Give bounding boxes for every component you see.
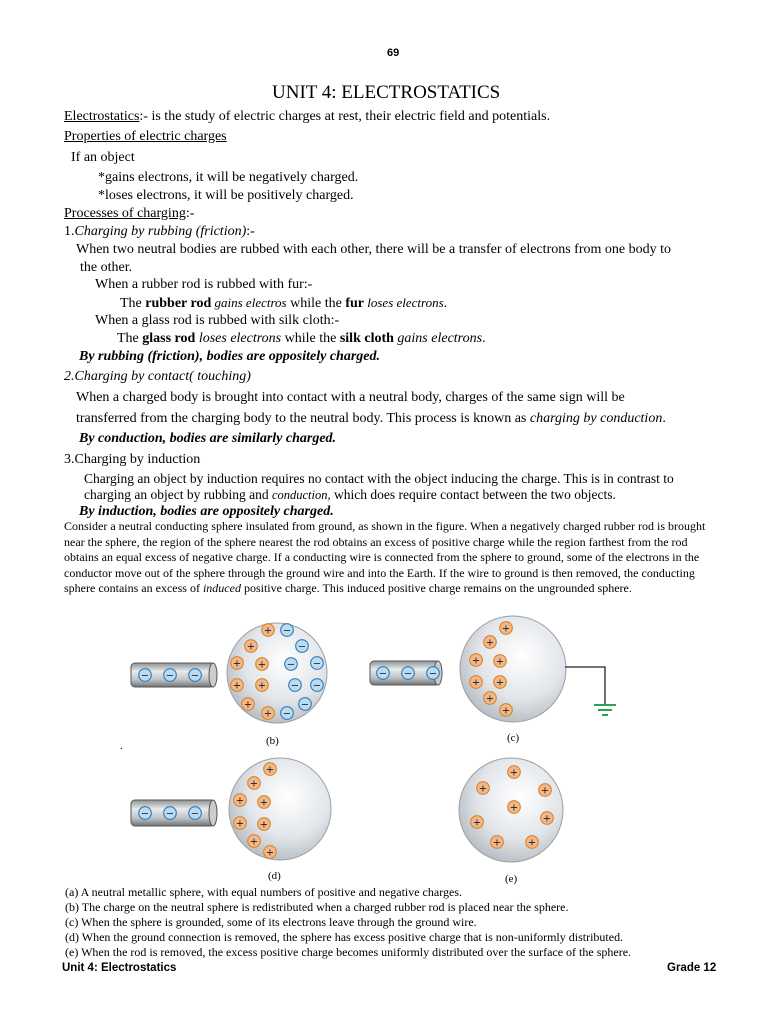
sphere-b-positive [231,679,244,692]
glass-loses: loses electrons [195,331,282,346]
induction-conclusion: By induction, bodies are oppositely charged. [79,504,334,519]
rubber-intro: When a rubber rod is rubbed with fur:- [95,277,313,292]
svg-text:+: + [257,680,267,692]
caption-a: (a) A neutral metallic sphere, with equal numbers of positive and negative charges. [65,885,462,899]
sphere-c-positive [500,622,513,635]
glass-rod-term: glass rod [142,331,196,346]
induction-line2-c: which does require contact between the two objects. [330,487,616,502]
rubbing-title [64,224,255,240]
sphere-c [460,616,566,722]
sphere-b-negative [289,679,302,692]
sphere-b-negative [281,624,294,637]
svg-text:−: − [312,680,322,692]
rod-end-b [209,663,217,687]
rubber-while: while the [286,296,346,311]
sphere-d-positive [234,817,247,830]
sphere-e-positive [508,766,521,779]
svg-text:−: − [282,625,292,637]
label-e: (e) [505,873,518,885]
definition-line [64,109,550,125]
svg-text:+: + [527,837,537,849]
sphere-b-negative [311,679,324,692]
processes-heading-suffix: :- [185,206,195,221]
sphere-c-positive [470,654,483,667]
sphere-c-positive [500,704,513,717]
ground-wire [565,667,605,705]
panel-b [131,623,327,723]
contact-line2 [76,411,666,427]
svg-text:+: + [501,623,511,635]
rubbing-title-suffix: :- [246,224,255,239]
rubbing-line2: the other. [80,260,133,275]
svg-text:−: − [190,670,200,682]
rod-electron-b [189,669,202,682]
sphere-b-negative [311,657,324,670]
svg-text:+: + [263,625,273,637]
rod-electron-c [427,667,440,680]
fur-term: fur [345,296,364,311]
paragraph-part1: Consider a neutral conducting sphere insulated from ground, as shown in the figure. When a negatively charged rubber rod is brought near the sphere, the region of the sphere nearest the rod obtains an excess of positive charge while the region farthest from the rod obtains an equal excess of negative charge. If a conducting wire is connected from the sphere to ground, some of the electrons in the conductor move out of the sphere through the ground wire and into the Earth. If the wire to ground is then removed, the conducting sphere contains an excess of [64,519,706,595]
sphere-e-positive [471,816,484,829]
panel-d [131,758,331,860]
svg-text:+: + [249,836,259,848]
silk-gains: gains electrons [393,331,483,346]
paragraph-induced: induced [202,581,241,595]
svg-text:+: + [257,659,267,671]
rubbing-conclusion: By rubbing (friction), bodies are oppositely charged. [79,349,380,364]
sphere-b-positive [256,679,269,692]
processes-heading-text: Processes of charging [64,206,186,221]
sphere-b-positive [262,624,275,637]
svg-text:−: − [290,680,300,692]
svg-text:+: + [471,655,481,667]
svg-text:+: + [232,680,242,692]
svg-text:−: − [403,668,413,680]
svg-text:+: + [259,819,269,831]
svg-text:−: − [286,659,296,671]
rod-electron-d [164,807,177,820]
contact-line2-b: charging by conduction [529,411,663,426]
rod-electron-b [164,669,177,682]
caption-b: (b) The charge on the neutral sphere is redistributed when a charged rubber rod is placed near the sphere. [65,900,569,914]
induction-figure [0,612,768,890]
definition-text: :- is the study of electric charges at rest, their electric field and potentials. [139,109,551,124]
sphere-b-positive [245,640,258,653]
svg-text:+: + [472,817,482,829]
induction-paragraph [64,519,724,597]
svg-text:+: + [259,797,269,809]
svg-text:−: − [140,808,150,820]
sphere-b-negative [285,658,298,671]
rod-end-d [209,800,217,826]
svg-text:−: − [300,699,310,711]
sphere-b-negative [281,707,294,720]
svg-text:+: + [509,802,519,814]
rubber-the: The [120,296,146,311]
sphere-b-negative [296,640,309,653]
label-b: (b) [266,735,279,747]
svg-text:+: + [478,783,488,795]
contact-line1: When a charged body is brought into contact with a neutral body, charges of the same sign will be [76,390,625,405]
sphere-b-positive [231,657,244,670]
svg-text:+: + [232,658,242,670]
svg-text:−: − [165,670,175,682]
sphere-d-positive [248,835,261,848]
sphere-c-positive [494,676,507,689]
svg-text:−: − [140,670,150,682]
sphere-d-positive [248,777,261,790]
svg-text:+: + [471,677,481,689]
svg-text:+: + [249,778,259,790]
glass-end: . [482,331,486,346]
rod-electron-c [377,667,390,680]
sphere-d-positive [258,818,271,831]
sphere-e-positive [541,812,554,825]
glass-line [117,331,486,347]
rubbing-title-text: Charging by rubbing (friction) [74,224,247,239]
svg-text:+: + [509,767,519,779]
sphere-e-positive [539,784,552,797]
sphere-b [227,623,327,723]
processes-heading [64,206,194,222]
rubbing-number: 1. [64,224,75,239]
glass-intro: When a glass rod is rubbed with silk cloth:- [95,313,340,328]
svg-text:+: + [243,699,253,711]
svg-text:+: + [485,637,495,649]
svg-text:+: + [485,693,495,705]
sphere-d [229,758,331,860]
contact-line2-a: transferred from the charging body to the neutral body. This process is known as [76,411,530,426]
paragraph-part3: positive charge. This induced positive charge remains on the ungrounded sphere. [240,581,632,595]
svg-text:−: − [297,641,307,653]
sphere-e-positive [526,836,539,849]
svg-text:−: − [378,668,388,680]
sphere-b-negative [299,698,312,711]
properties-intro: If an object [71,150,135,165]
svg-text:−: − [190,808,200,820]
svg-text:−: − [428,668,438,680]
sphere-e-positive [477,782,490,795]
svg-text:−: − [312,658,322,670]
footer-left: Unit 4: Electrostatics [62,962,177,974]
sphere-e-positive [491,836,504,849]
svg-text:+: + [265,847,275,859]
footer-right: Grade 12 [667,962,717,974]
sphere-c-positive [484,636,497,649]
caption-d: (d) When the ground connection is removed, the sphere has excess positive charge that is non-uniformly distributed. [65,930,624,944]
glass-the: The [117,331,143,346]
sphere-c-positive [484,692,497,705]
silk-term: silk cloth [339,331,394,346]
sphere-c-positive [470,676,483,689]
definition-term: Electrostatics [64,109,140,124]
rod-electron-c [402,667,415,680]
rubber-line [120,295,447,312]
rubber-rod-term: rubber rod [145,296,212,311]
svg-text:+: + [235,818,245,830]
svg-text:+: + [495,677,505,689]
svg-text:+: + [492,837,502,849]
svg-text:+: + [263,708,273,720]
label-c: (c) [507,732,520,744]
svg-text:+: + [542,813,552,825]
induction-line2 [84,487,616,503]
rod-electron-d [189,807,202,820]
svg-text:+: + [246,641,256,653]
page-title: UNIT 4: ELECTROSTATICS [272,82,501,103]
svg-text:+: + [235,795,245,807]
rubbing-line1: When two neutral bodies are rubbed with each other, there will be a transfer of electrons from one body to [76,242,671,257]
rod-electron-b [139,669,152,682]
sphere-c-positive [494,655,507,668]
sphere-b-positive [242,698,255,711]
sphere-d-positive [264,763,277,776]
ground-icon [594,705,616,715]
svg-text:+: + [501,705,511,717]
induction-line1: Charging an object by induction requires no contact with the object inducing the charge. This is in contrast to [84,471,674,486]
sphere-d-positive [234,794,247,807]
stray-mark: . [120,740,123,752]
sphere-b-positive [262,707,275,720]
contact-conclusion: By conduction, bodies are similarly charged. [79,431,337,446]
sphere-e-positive [508,801,521,814]
properties-gain: *gains electrons, it will be negatively charged. [98,170,359,185]
contact-title: 2.Charging by contact( touching) [64,369,251,384]
svg-text:+: + [265,764,275,776]
svg-text:−: − [282,708,292,720]
rubber-gains: gains electros [211,295,287,310]
sphere-d-positive [258,796,271,809]
sphere-d-positive [264,846,277,859]
rubber-end: . [443,296,448,311]
contact-line2-c: . [662,411,666,426]
induction-line2-a: charging an object by rubbing and [84,487,272,502]
properties-lose: *loses electrons, it will be positively charged. [98,188,354,203]
glass-while: while the [281,331,340,346]
rod-electron-d [139,807,152,820]
induction-line2-b: conduction, [271,488,331,502]
label-d: (d) [268,870,281,882]
caption-e: (e) When the rod is removed, the excess positive charge becomes uniformly distributed over the surface of the sphere. [65,945,632,959]
svg-text:+: + [495,656,505,668]
svg-text:−: − [165,808,175,820]
properties-heading: Properties of electric charges [64,129,227,144]
page-number: 69 [387,47,400,59]
sphere-b-positive [256,658,269,671]
induction-title: 3.Charging by induction [64,452,201,467]
caption-c: (c) When the sphere is grounded, some of its electrons leave through the ground wire. [65,915,477,929]
fur-loses: loses electrons [364,295,444,310]
svg-text:+: + [540,785,550,797]
